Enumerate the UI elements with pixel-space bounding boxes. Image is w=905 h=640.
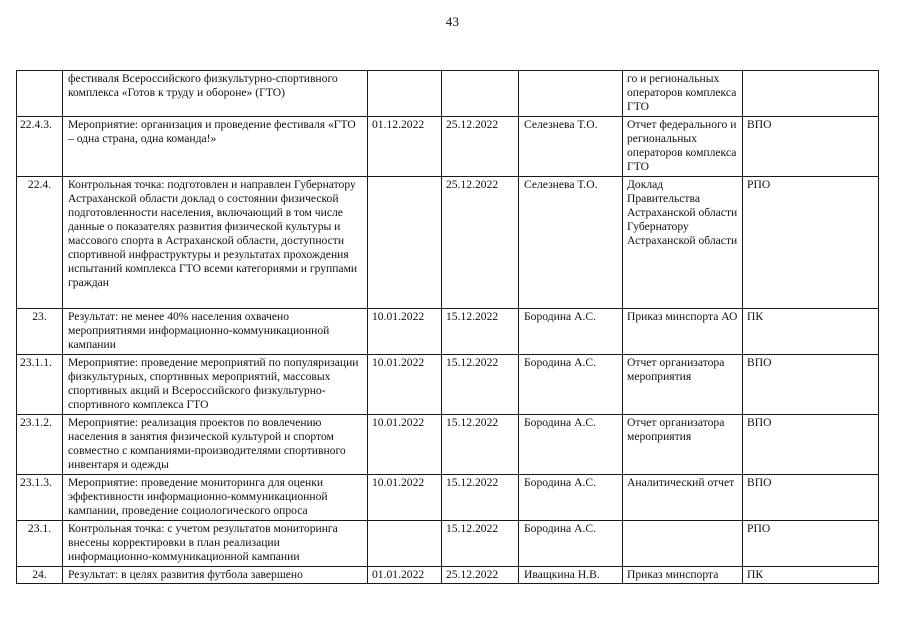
row-document: Приказ минспорта АО <box>623 309 743 355</box>
row-level: ПК <box>743 309 879 355</box>
row-description: Результат: не менее 40% населения охвачено мероприятиями информационно-коммуникационной кампании <box>63 309 368 355</box>
plan-table <box>16 70 879 584</box>
row-end-date: 15.12.2022 <box>442 475 519 521</box>
table-row <box>17 117 879 177</box>
table-row <box>17 309 879 355</box>
row-number: 24. <box>17 567 63 584</box>
table-row <box>17 415 879 475</box>
row-number: 23.1.1. <box>17 355 63 415</box>
row-document: Отчет организатора мероприятия <box>623 355 743 415</box>
row-number: 23.1.3. <box>17 475 63 521</box>
row-start-date: 10.01.2022 <box>368 355 442 415</box>
row-number: 23.1. <box>17 521 63 567</box>
row-start-date: 01.01.2022 <box>368 567 442 584</box>
row-document: Доклад Правительства Астраханской области Губернатору Астраханской области <box>623 177 743 309</box>
row-start-date <box>368 521 442 567</box>
row-responsible: Бородина А.С. <box>519 475 623 521</box>
row-document: Отчет федерального и региональных операторов комплекса ГТО <box>623 117 743 177</box>
row-level: ВПО <box>743 475 879 521</box>
row-level <box>743 71 879 117</box>
row-end-date: 15.12.2022 <box>442 309 519 355</box>
row-start-date: 10.01.2022 <box>368 415 442 475</box>
row-level: РПО <box>743 177 879 309</box>
row-start-date: 10.01.2022 <box>368 475 442 521</box>
row-end-date: 15.12.2022 <box>442 355 519 415</box>
row-description: Мероприятие: проведение мероприятий по популяризации физкультурных, спортивных мероприятий, массовых спортивных акций и Всероссийского физкультурно-спортивного комплекса ГТО <box>63 355 368 415</box>
row-responsible: Иващкина Н.В. <box>519 567 623 584</box>
row-description: Результат: в целях развития футбола завершено <box>63 567 368 584</box>
row-description: Мероприятие: реализация проектов по вовлечению населения в занятия физической культурой и спортом совместно с компаниями-производителями спортивного инвентаря и одежды <box>63 415 368 475</box>
row-start-date <box>368 71 442 117</box>
row-document: го и региональных операторов комплекса ГТО <box>623 71 743 117</box>
row-number: 23. <box>17 309 63 355</box>
row-level: РПО <box>743 521 879 567</box>
row-responsible: Бородина А.С. <box>519 309 623 355</box>
row-description: Контрольная точка: подготовлен и направлен Губернатору Астраханской области доклад о состоянии физической подготовленности населения, включающий в том числе данные о показателях развития физической культуры и массового спорта в Астраханской области, доступности спортивной инфраструктуры и результатах прохождения испытаний комплекса ГТО всеми категориями и группами граждан <box>63 177 368 309</box>
row-start-date: 01.12.2022 <box>368 117 442 177</box>
row-number: 22.4.3. <box>17 117 63 177</box>
row-start-date <box>368 177 442 309</box>
row-description: Контрольная точка: с учетом результатов мониторинга внесены корректировки в план реализации информационно-коммуникационной кампании <box>63 521 368 567</box>
table-row <box>17 71 879 117</box>
row-end-date: 15.12.2022 <box>442 521 519 567</box>
row-responsible: Бородина А.С. <box>519 415 623 475</box>
page-number: 43 <box>445 14 460 29</box>
table-row <box>17 355 879 415</box>
row-responsible: Селезнева Т.О. <box>519 177 623 309</box>
table-row <box>17 177 879 309</box>
row-end-date: 25.12.2022 <box>442 117 519 177</box>
row-end-date: 15.12.2022 <box>442 415 519 475</box>
table-row <box>17 567 879 584</box>
row-end-date: 25.12.2022 <box>442 567 519 584</box>
row-responsible: Бородина А.С. <box>519 355 623 415</box>
row-description: фестиваля Всероссийского физкультурно-спортивного комплекса «Готов к труду и обороне» (ГТО) <box>63 71 368 117</box>
row-level: ВПО <box>743 355 879 415</box>
row-level: ВПО <box>743 415 879 475</box>
row-description: Мероприятие: проведение мониторинга для оценки эффективности информационно-коммуникационной кампании, проведение социологического опроса <box>63 475 368 521</box>
table-row <box>17 475 879 521</box>
row-end-date <box>442 71 519 117</box>
row-responsible: Селезнева Т.О. <box>519 117 623 177</box>
row-number: 23.1.2. <box>17 415 63 475</box>
row-number <box>17 71 63 117</box>
row-document: Аналитический отчет <box>623 475 743 521</box>
row-description: Мероприятие: организация и проведение фестиваля «ГТО – одна страна, одна команда!» <box>63 117 368 177</box>
row-document: Приказ минспорта <box>623 567 743 584</box>
row-document <box>623 521 743 567</box>
row-document: Отчет организатора мероприятия <box>623 415 743 475</box>
row-responsible <box>519 71 623 117</box>
row-level: ПК <box>743 567 879 584</box>
row-end-date: 25.12.2022 <box>442 177 519 309</box>
row-start-date: 10.01.2022 <box>368 309 442 355</box>
table-row <box>17 521 879 567</box>
row-number: 22.4. <box>17 177 63 309</box>
row-responsible: Бородина А.С. <box>519 521 623 567</box>
row-level: ВПО <box>743 117 879 177</box>
